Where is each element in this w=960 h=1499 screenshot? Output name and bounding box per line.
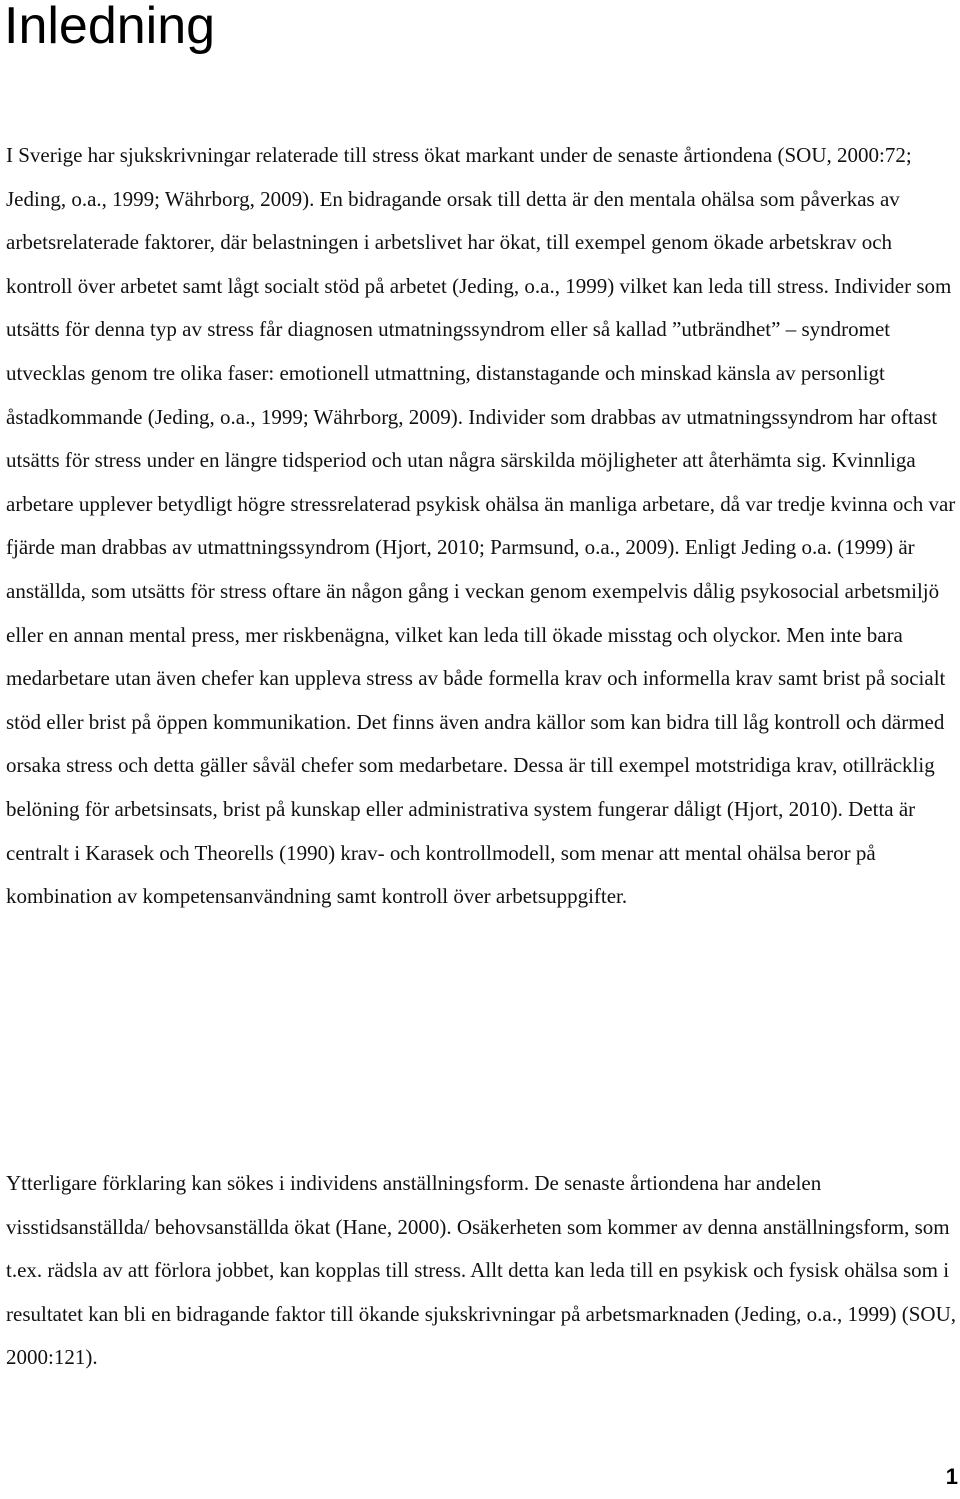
text-line: utmatningssyndrom har oftast utsätts för stress under en längre tidsperiod och utan några (6, 404, 938, 473)
text-line: både formella krav och informella krav samt brist på socialt stöd eller brist på öppen (6, 666, 946, 734)
page-title: Inledning (4, 0, 216, 55)
paragraph-2 (6, 1162, 958, 1380)
text-line: psykosocial arbetsmiljö eller en annan mental press, mer riskbenägna, vilket kan leda till (6, 578, 940, 647)
text-line: kommunikation. Det finns även andra källor som kan bidra till låg kontroll och därmed orsaka (6, 709, 945, 778)
paragraph-1 (6, 134, 958, 919)
text-line: dåligt (Hjort, 2010). Detta är centralt i Karasek och Theorells (1990) krav- och (6, 796, 916, 865)
text-line: ökande sjukskrivningar på arbetsmarknaden (Jeding, o.a., 1999) (SOU, 2000:121). (6, 1301, 956, 1370)
text-line: mentala ohälsa som påverkas av arbetsrelaterade faktorer, där belastningen i arbetslivet har (6, 186, 900, 255)
text-line: kontrollmodell, som menar att mental ohälsa beror på kombination av kompetensanvändning (6, 840, 876, 909)
text-line: kan leda till en psykisk och fysisk ohälsa som i resultatet kan bli en bidragande faktor till (6, 1258, 950, 1326)
text-line: genom tre olika faser: emotionell utmattning, distanstagande och minskad känsla av (90, 360, 796, 385)
text-line: personligt åstadkommande (Jeding, o.a., 1999; Währborg, 2009). Individer som drabbas av (6, 360, 885, 429)
text-line: (SOU, 2000:72; Jeding, o.a., 1999; Währborg, 2009). En bidragande orsak till detta är den (6, 143, 912, 211)
page-number: 1 (945, 1464, 958, 1489)
text-line: I Sverige har sjukskrivningar relaterade till stress ökat markant under de senaste årtiondena (6, 143, 773, 167)
text-line: ökat, till exempel genom ökade arbetskrav och kontroll över arbetet samt lågt socialt stöd på (6, 230, 893, 298)
text-line: drabbas av utmattningssyndrom (Hjort, 2010; Parmsund, o.a., 2009). Enligt Jeding o.a. (1999) (101, 535, 894, 560)
text-line: Ytterligare förklaring kan sökes i individens anställningsform. De senaste årtiondena har (6, 1171, 751, 1195)
text-line: andelen visstidsanställda/ behovsanställda ökat (Hane, 2000). Osäkerheten som kommer av (6, 1171, 822, 1239)
text-line: otillräcklig belöning för arbetsinsats, brist på kunskap eller administrativa system fungerar (6, 753, 935, 821)
text-line: denna anställningsform, som t.ex. rädsla av att förlora jobbet, kan kopplas till stress. Allt detta (6, 1214, 950, 1283)
text-line: arbetet (Jeding, o.a., 1999) vilket kan leda till stress. Individer som utsätts för denna typ av (6, 273, 952, 342)
text-line: stress får diagnosen utmatningssyndrom eller så kallad ”utbrändhet” – syndromet utvecklas (6, 317, 891, 385)
text-line: stressrelaterad psykisk ohälsa än manliga arbetare, då var tredje kvinna och var fjärde man (6, 491, 956, 560)
text-line: samt kontroll över arbetsuppgifter. (336, 884, 628, 909)
text-line: är anställda, som utsätts för stress oftare än någon gång i veckan genom exempelvis dålig (6, 535, 915, 603)
text-line: ökade misstag och olyckor. Men inte bara medarbetare utan även chefer kan uppleva stress av (6, 622, 903, 691)
text-line: särskilda möjligheter att återhämta sig. Kvinnliga arbetare upplever betydligt högre (6, 448, 916, 516)
text-line: stress och detta gäller såväl chefer som medarbetare. Dessa är till exempel motstridiga krav, (66, 753, 838, 778)
